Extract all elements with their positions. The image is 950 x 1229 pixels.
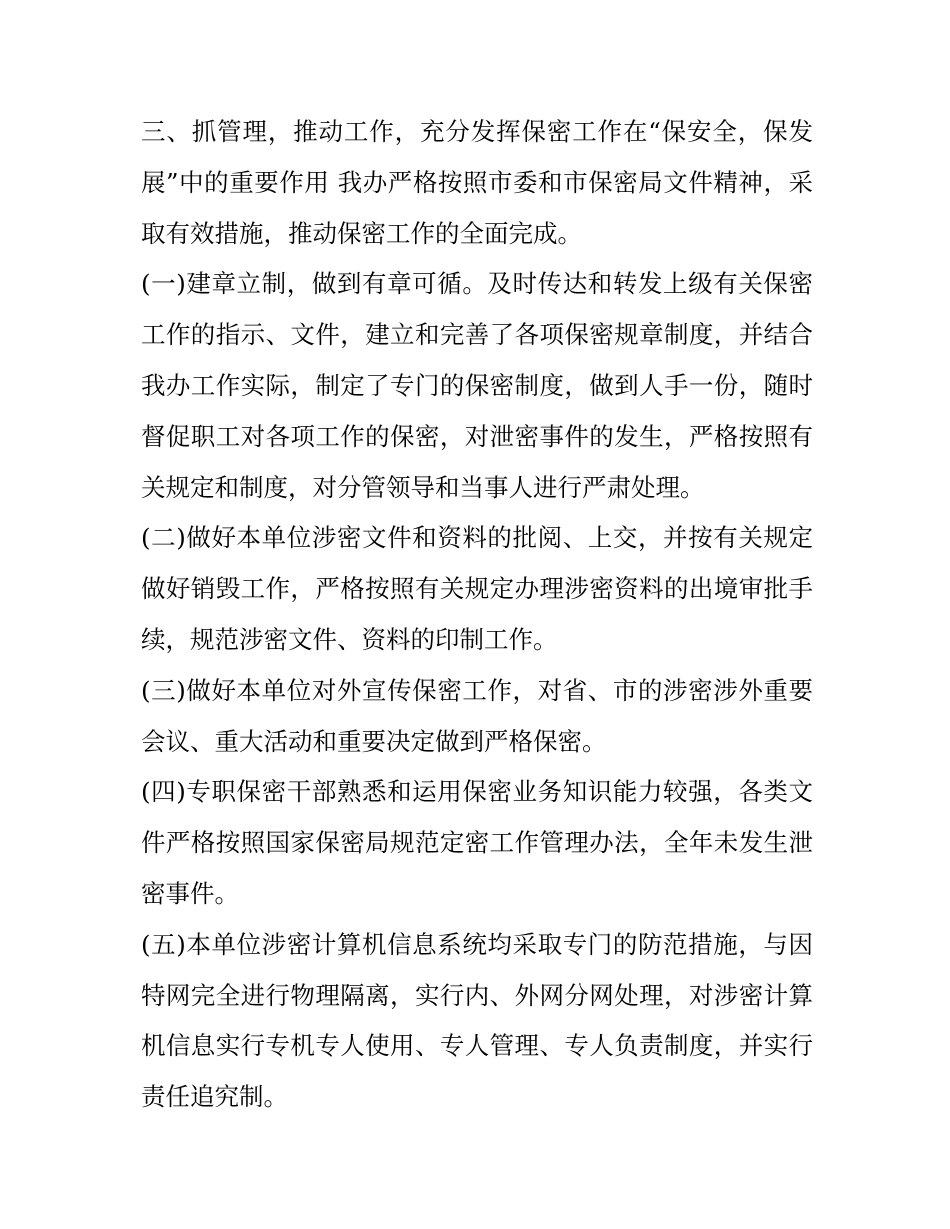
document-body [141,107,813,1123]
paragraph-item-three: (三)做好本单位对外宣传保密工作，对省、市的涉密涉外重要会议、重大活动和重要决定做到严格保密。 [141,675,813,756]
paragraph-item-five: (五)本单位涉密计算机信息系统均采取专门的防范措施，与因特网完全进行物理隔离，实行内、外网分网处理，对涉密计算机信息实行专机专人使用、专人管理、专人负责制度，并实行责任追究制。 [141,929,813,1112]
paragraph-item-two: (二)做好本单位涉密文件和资料的批阅、上交，并按有关规定做好销毁工作，严格按照有关规定办理涉密资料的出境审批手续，规范涉密文件、资料的印制工作。 [141,523,813,654]
paragraph-item-one: (一)建章立制，做到有章可循。及时传达和转发上级有关保密工作的指示、文件，建立和完善了各项保密规章制度，并结合我办工作实际，制定了专门的保密制度，做到人手一份，随时督促职工对各项工作的保密，对泄密事件的发生，严格按照有关规定和制度，对分管领导和当事人进行严肃处理。 [141,269,813,502]
paragraph-item-four: (四)专职保密干部熟悉和运用保密业务知识能力较强，各类文件严格按照国家保密局规范定密工作管理办法，全年未发生泄密事件。 [141,777,813,908]
paragraph-section-three: 三、抓管理，推动工作，充分发挥保密工作在“保安全，保发展”中的重要作用 我办严格按照市委和市保密局文件精神，采取有效措施，推动保密工作的全面完成。 [141,117,813,248]
